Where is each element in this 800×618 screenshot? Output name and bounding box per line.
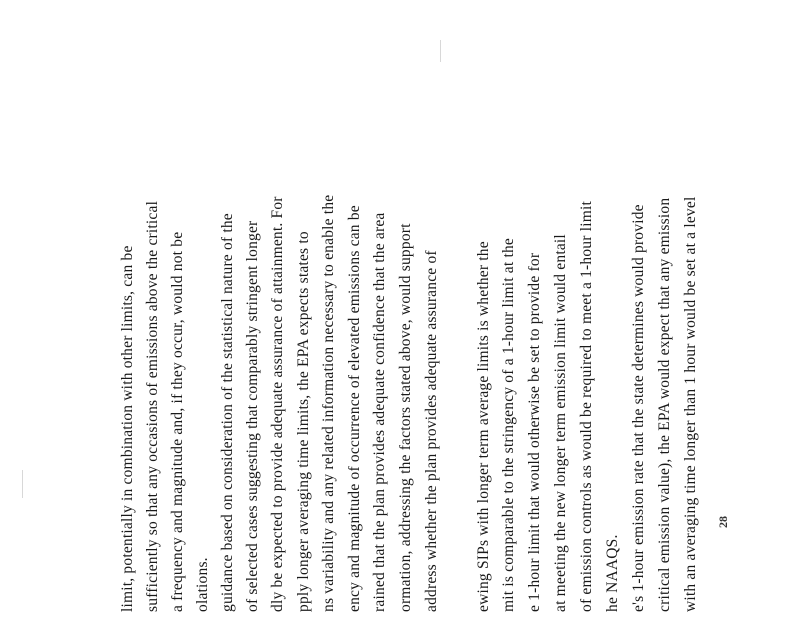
text-line: mit is comparable to the stringency of a 1-hour limit at the [500,237,517,612]
text-line: at meeting the new longer term emission limit would entail [552,234,569,612]
text-line: of selected cases suggesting that comparably stringent longer [244,220,261,612]
text-line: with an averaging time longer than 1 hour would be set at a level [682,196,699,612]
text-line: e 1-hour limit that would otherwise be set to provide for [526,252,543,612]
scan-mark [440,40,441,62]
scan-mark [22,470,23,498]
text-line: e's 1-hour emission rate that the state determines would provide [630,204,647,612]
text-line: rained that the plan provides adequate confidence that the area [371,212,388,612]
text-line: guidance based on consideration of the statistical nature of the [219,213,236,612]
text-line: ewing SIPs with longer term average limits is whether the [475,241,492,612]
text-line: limit, potentially in combination with other limits, can be [119,245,136,612]
text-line: olations. [194,557,211,612]
text-line: address whether the plan provides adequate assurance of [423,250,440,612]
text-line: ency and magnitude of occurrence of elevated emissions can be [346,205,363,612]
page-number: 28 [716,516,730,528]
text-line: critical emission value), the EPA would expect that any emission [656,197,673,612]
text-line: ormation, addressing the factors stated above, would support [397,223,414,612]
text-line: sufficiently so that any occasions of emissions above the critical [144,200,161,612]
text-line: of emission controls as would be required to meet a 1-hour limit [578,201,595,612]
text-line: pply longer averaging time limits, the EPA expects states to [295,231,312,612]
text-line: a frequency and magnitude and, if they occur, would not be [169,231,186,612]
text-line: he NAAQS. [604,534,621,612]
text-line: dly be expected to provide adequate assurance of attainment. For [269,196,286,612]
text-line: ns variability and any related information necessary to enable the [320,194,337,612]
